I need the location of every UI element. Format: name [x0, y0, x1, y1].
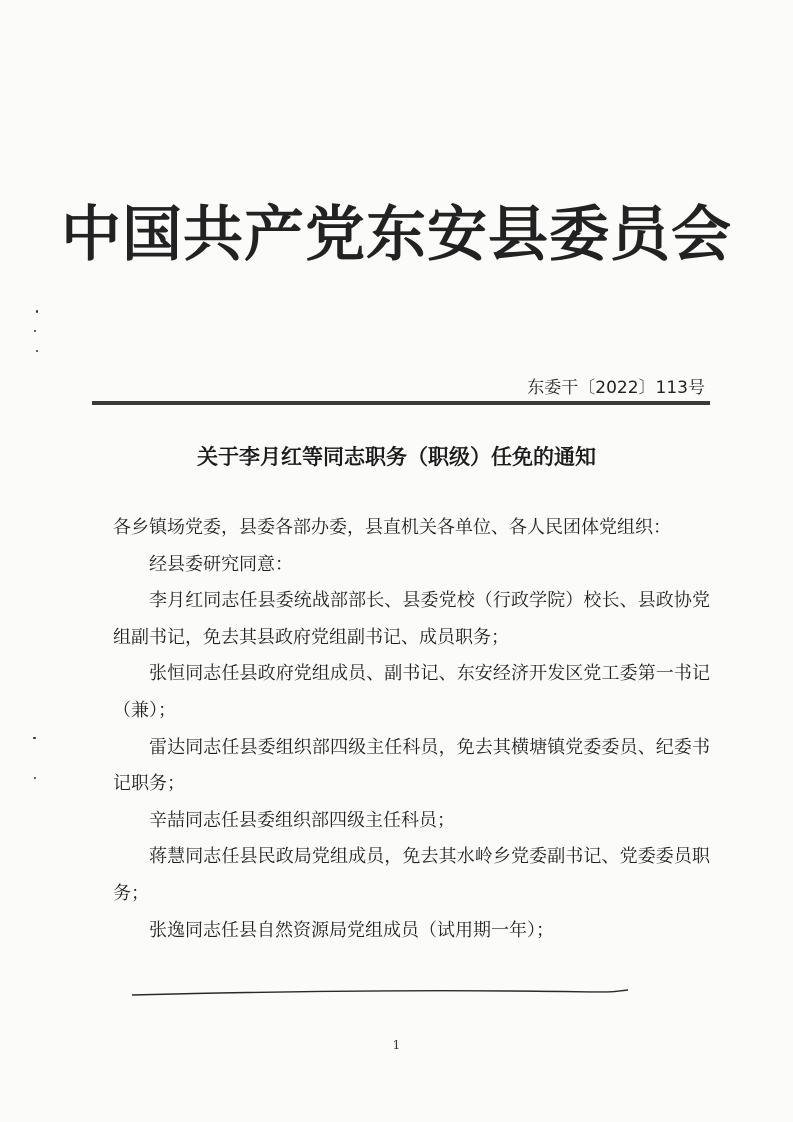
document-title: 关于李月红等同志职务（职级）任免的通知: [197, 445, 596, 469]
handwritten-underline: [130, 986, 630, 1000]
scan-speck: [34, 330, 36, 332]
document-number: 东委干〔2022〕113号: [527, 378, 705, 398]
body-paragraph: 雷达同志任县委组织部四级主任科员，免去其横塘镇党委委员、纪委书记职务；: [113, 736, 710, 795]
body-paragraph: 张恒同志任县政府党组成员、副书记、东安经济开发区党工委第一书记（兼）；: [113, 663, 710, 721]
body-paragraph: 辛喆同志任县委组织部四级主任科员；: [149, 809, 455, 831]
body-paragraph: 蒋慧同志任县民政局党组成员，免去其水岭乡党委副书记、党委委员职务；: [113, 846, 710, 904]
scan-speck: [33, 737, 36, 739]
issuer-masthead: 中国共产党东安县委员会: [61, 200, 732, 270]
body-paragraph: 经县委研究同意：: [149, 553, 293, 575]
page-number: 1: [392, 1038, 401, 1052]
body-paragraph: 李月红同志任县委统战部部长、县委党校（行政学院）校长、县政协党组副书记，免去其县政府党组副书记、成员职务；: [113, 590, 710, 648]
body-paragraph: 张逸同志任县自然资源局党组成员（试用期一年）；: [149, 919, 554, 941]
scan-speck: [36, 310, 38, 313]
addressees: 各乡镇场党委，县委各部办委，县直机关各单位、各人民团体党组织：: [113, 517, 671, 538]
masthead-divider: [92, 401, 710, 405]
scan-speck: [36, 350, 38, 352]
document-body: [113, 510, 710, 949]
scan-speck: [34, 777, 36, 779]
